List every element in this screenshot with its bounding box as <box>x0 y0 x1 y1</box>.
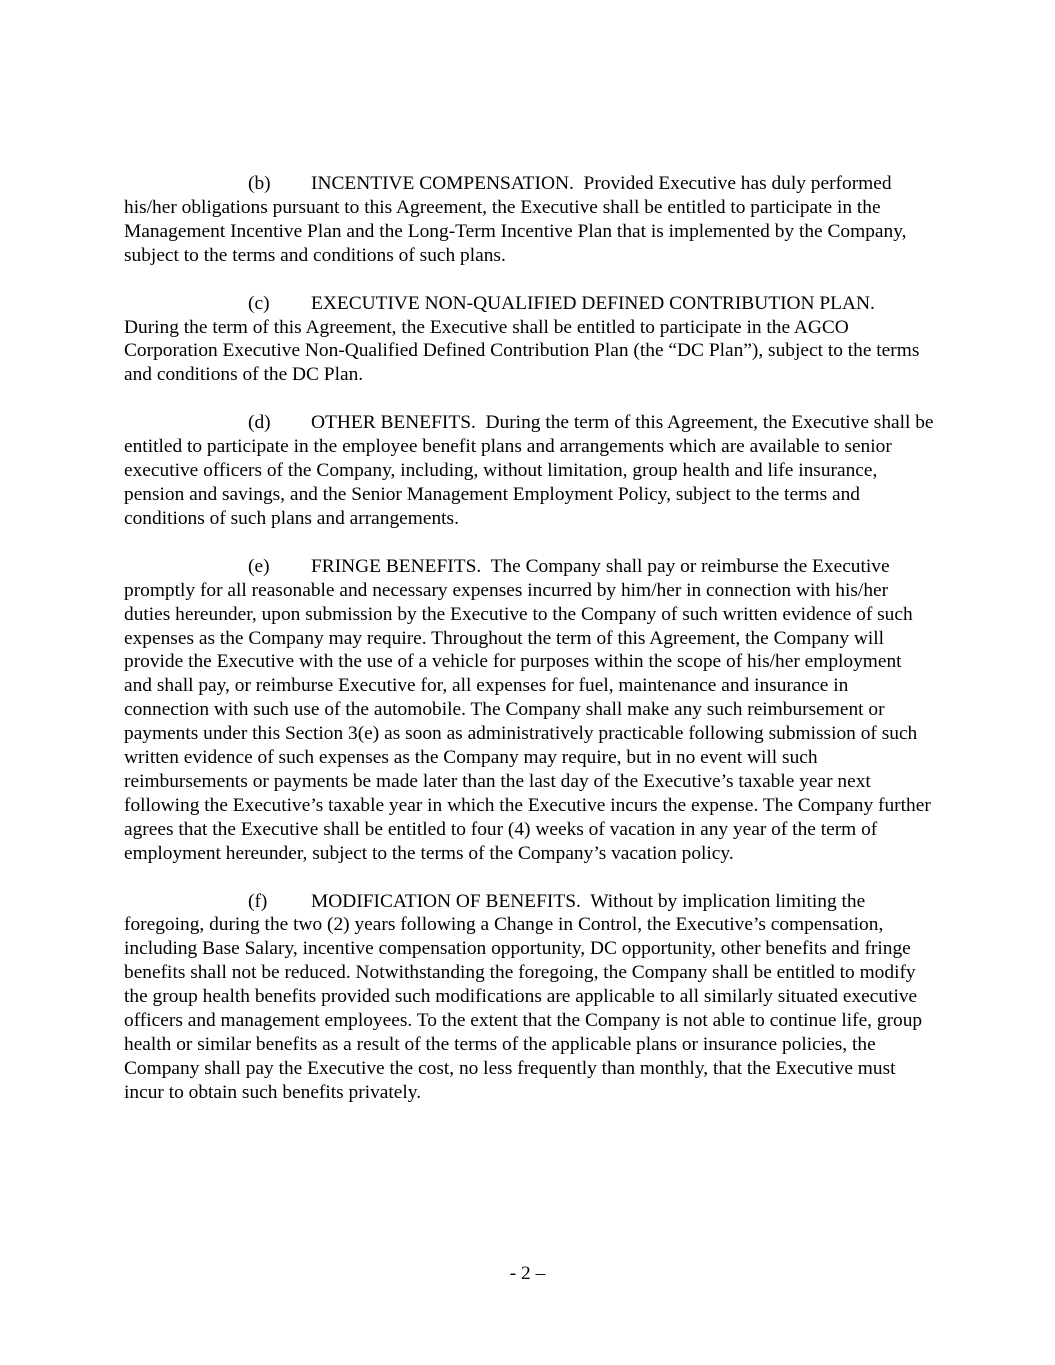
paragraph-label: (f) <box>248 890 268 912</box>
paragraph-label: (d) <box>248 412 271 434</box>
paragraph-e <box>124 555 934 866</box>
paragraph-heading: OTHER BENEFITS. <box>311 412 476 434</box>
paragraph-label: (e) <box>248 555 270 577</box>
paragraph-label: (b) <box>248 173 271 194</box>
paragraph-text: The Company shall pay or reimburse the Executive promptly for all reasonable and necessary expenses incurred by him/her in connection with his/her duties hereunder, upon submission by the Executive to the Company of such written evidence of such expenses as the Company may require. Throughout the term of this Agreement, the Company will provide the Executive with the use of a vehicle for purposes within the scope of his/her employment and shall pay, or reimburse Executive for, all expenses for fuel, maintenance and insurance in connection with such use of the automobile. The Company shall make any such reimbursement or payments under this Section 3(e) as soon as administratively practicable following submission of such written evidence of such expenses as the Company may require, but in no event will such reimbursements or payments be made later than the last day of the Executive’s taxable year next following the Executive’s taxable year in which the Executive incurs the expense. The Company further agrees that the Executive shall be entitled to four (4) weeks of vacation in any year of the term of employment hereunder, subject to the terms of the Company’s vacation policy. <box>124 555 931 864</box>
paragraph-heading: FRINGE BENEFITS. <box>311 555 482 577</box>
page-number: - 2 – <box>509 1263 546 1284</box>
paragraph-c <box>124 292 934 388</box>
paragraph-heading: EXECUTIVE NON-QUALIFIED DEFINED CONTRIBUTION PLAN. <box>311 292 875 314</box>
paragraph-text: Provided Executive has duly performed his/her obligations pursuant to this Agreement, the Executive shall be entitled to participate in the Management Incentive Plan and the Long-Term Incentive Plan that is implemented by the Company, subject to the terms and conditions of such plans. <box>124 173 907 266</box>
paragraph-d <box>124 411 934 531</box>
paragraph-heading: INCENTIVE COMPENSATION. <box>311 173 574 194</box>
paragraph-b <box>124 172 934 268</box>
paragraph-heading: MODIFICATION OF BENEFITS. <box>311 890 581 912</box>
paragraph-text: During the term of this Agreement, the Executive shall be entitled to participate in the employee benefit plans and arrangements which are available to senior executive officers of the Company, including, without limitation, group health and life insurance, pension and savings, and the Senior Management Employment Policy, subject to the terms and conditions of such plans and arrangements. <box>124 412 934 529</box>
paragraph-text: Without by implication limiting the foregoing, during the two (2) years following a Change in Control, the Executive’s compensation, including Base Salary, incentive compensation opportunity, DC opportunity, other benefits and fringe benefits shall not be reduced. Notwithstanding the foregoing, the Company shall be entitled to modify the group health benefits provided such modifications are applicable to all similarly situated executive officers and management employees. To the extent that the Company is not able to continue life, group health or similar benefits as a result of the terms of the applicable plans or insurance policies, the Company shall pay the Executive the cost, no less frequently than monthly, that the Executive must incur to obtain such benefits privately. <box>124 890 923 1103</box>
document-body <box>124 172 934 1129</box>
paragraph-label: (c) <box>248 292 270 314</box>
paragraph-f <box>124 890 934 1105</box>
paragraph-text: During the term of this Agreement, the Executive shall be entitled to participate in the AGCO Corporation Executive Non-Qualified Defined Contribution Plan (the “DC Plan”), subject to the terms and conditions of the DC Plan. <box>124 316 920 386</box>
